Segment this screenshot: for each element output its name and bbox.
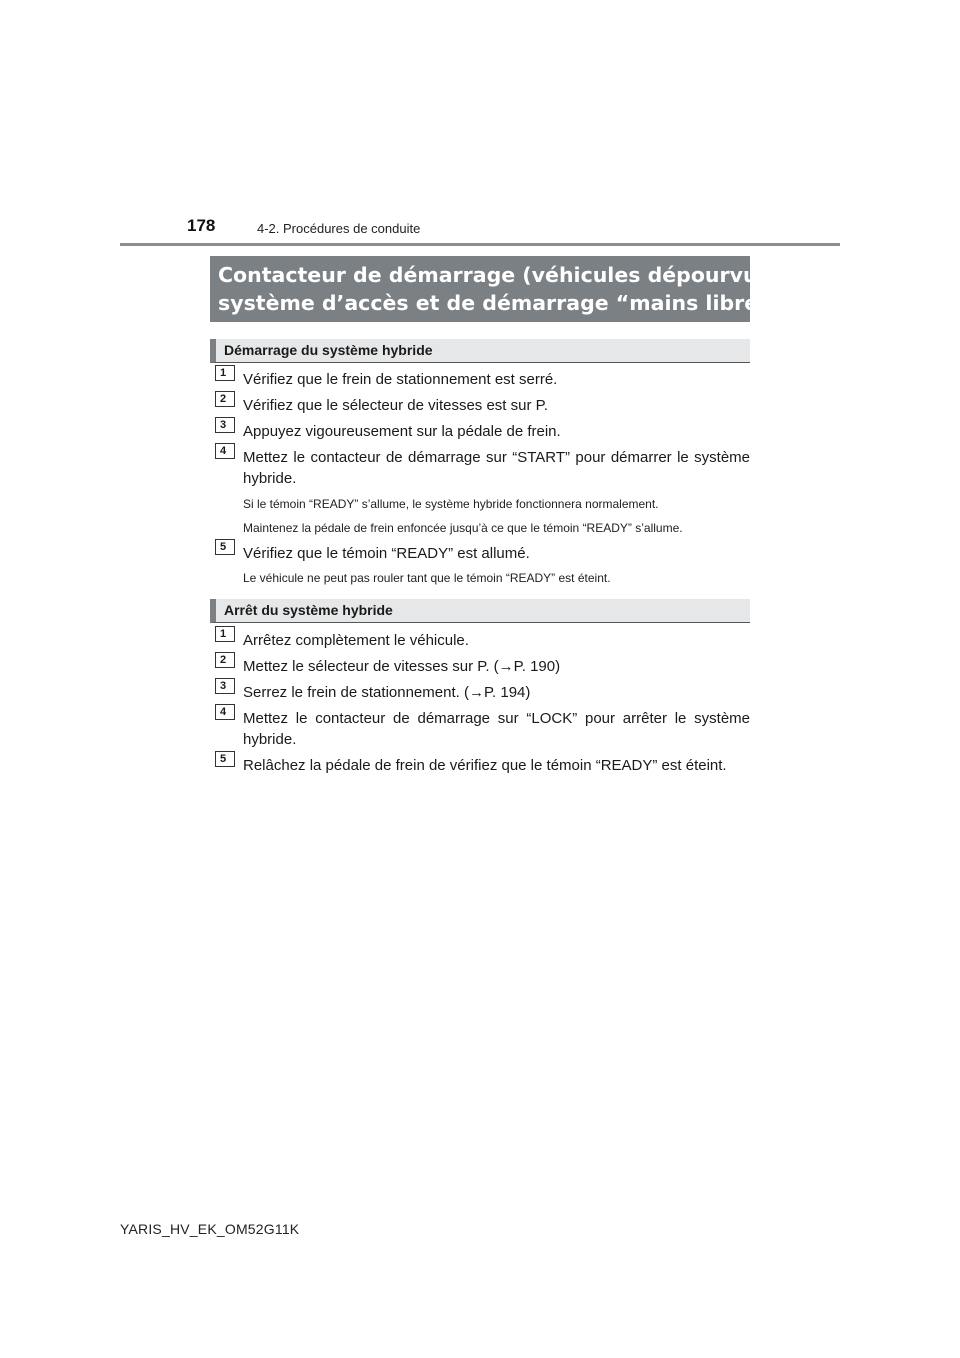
note-text: Le véhicule ne peut pas rouler tant que le témoin “READY” est éteint.	[243, 571, 611, 585]
list-item	[215, 755, 750, 776]
page-number: 178	[187, 216, 216, 235]
step-number: 3	[215, 678, 235, 694]
list-item	[215, 395, 750, 416]
step-text: Vérifiez que le frein de stationnement est serré.	[243, 371, 558, 388]
list-item	[215, 543, 750, 564]
list-item	[215, 682, 750, 703]
step-number: 3	[215, 417, 235, 433]
list-item	[215, 656, 750, 677]
step-text: Vérifiez que le témoin “READY” est allumé.	[243, 545, 530, 562]
section-heading-start: Démarrage du système hybride	[210, 339, 750, 363]
note-text: Si le témoin “READY” s’allume, le système hybride fonctionnera normalement.	[243, 497, 659, 511]
page-title	[210, 256, 806, 322]
step-text: Mettez le sélecteur de vitesses sur P. (→P. 190)	[243, 658, 561, 675]
list-item	[215, 630, 750, 651]
step-text: Appuyez vigoureusement sur la pédale de frein.	[243, 423, 561, 440]
step-number: 5	[215, 539, 235, 555]
section-heading-stop: Arrêt du système hybride	[210, 599, 750, 623]
page-title-line-2: système d’accès et de démarrage “mains libres”)	[218, 291, 794, 315]
step-text: Arrêtez complètement le véhicule.	[243, 632, 469, 649]
step-number: 4	[215, 704, 235, 720]
step-number: 2	[215, 652, 235, 668]
step-number: 2	[215, 391, 235, 407]
step-text: Mettez le contacteur de démarrage sur “LOCK” pour arrêter le système hybride.	[243, 710, 750, 748]
list-item	[215, 708, 750, 750]
page-title-line-1: Contacteur de démarrage (véhicules dépourvus de	[218, 263, 806, 287]
chapter-title: 4-2. Procédures de conduite	[257, 221, 421, 236]
document-code: YARIS_HV_EK_OM52G11K	[120, 1221, 300, 1237]
step-number: 4	[215, 443, 235, 459]
list-item	[215, 447, 750, 489]
note-text: Maintenez la pédale de frein enfoncée jusqu’à ce que le témoin “READY” s’allume.	[243, 521, 683, 535]
step-number: 1	[215, 365, 235, 381]
header-divider	[120, 243, 840, 246]
step-text: Serrez le frein de stationnement. (→P. 194)	[243, 684, 531, 701]
list-item	[215, 421, 750, 442]
step-number: 1	[215, 626, 235, 642]
step-text: Mettez le contacteur de démarrage sur “START” pour démarrer le système hybride.	[243, 449, 750, 487]
list-item	[215, 369, 750, 390]
step-number: 5	[215, 751, 235, 767]
step-text: Relâchez la pédale de frein de vérifiez que le témoin “READY” est éteint.	[243, 757, 727, 774]
step-text: Vérifiez que le sélecteur de vitesses est sur P.	[243, 397, 548, 414]
